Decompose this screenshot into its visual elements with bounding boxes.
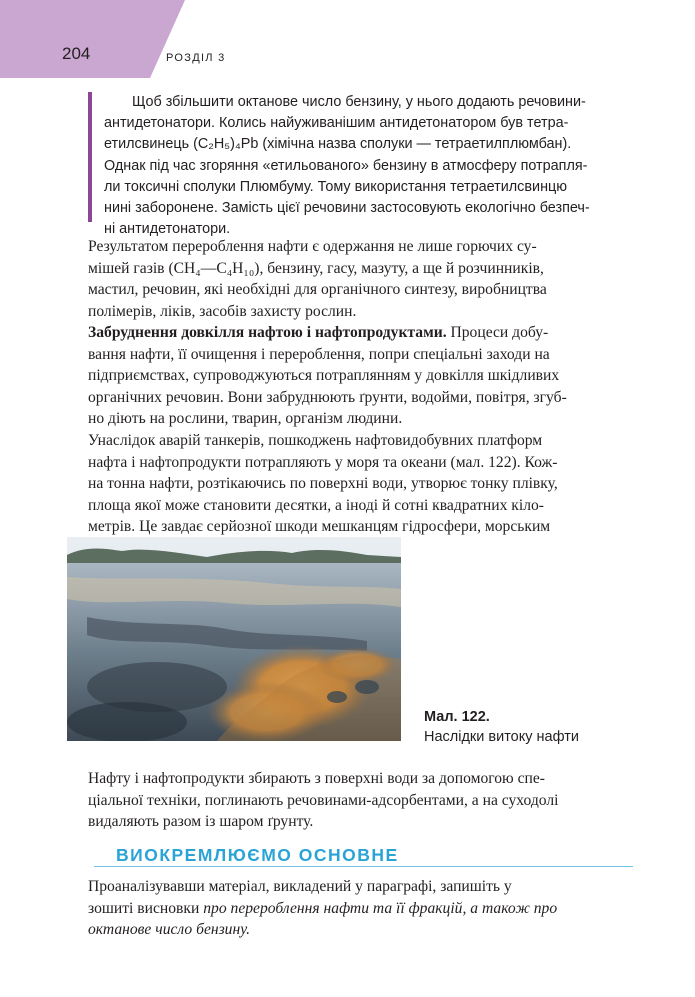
page-number: 204 <box>62 44 91 63</box>
figure-label: Мал. 122. <box>424 709 490 725</box>
summary-heading: ВИОКРЕМЛЮЄМО ОСНОВНЕ <box>116 845 399 865</box>
sidebar-line: Однак під час згоряння «етильованого» бензину в атмосферу потрапля- <box>104 157 588 174</box>
text-line: Процеси добу- <box>450 324 549 341</box>
paragraph-pollution <box>88 322 633 430</box>
summary-divider <box>94 866 633 867</box>
sidebar-note <box>88 92 643 238</box>
italic-text: про перероблення нафти та її фракцій, а також про <box>203 899 558 917</box>
section-label: РОЗДІЛ 3 <box>166 52 226 64</box>
text-line: площа якої може становити десятки, а іноді й сотні квадратних кіло- <box>88 496 544 514</box>
sidebar-line: ні антидетонатори. <box>104 221 231 238</box>
text-line: метрів. Це завдає серйозної шкоди мешканцям гідросфери, морським <box>88 518 551 536</box>
figure-caption: Наслідки витоку нафти <box>424 729 579 745</box>
text-line: видаляють разом із шаром ґрунту. <box>88 813 314 831</box>
sidebar-line: нині заборонене. Замість цієї речовини застосовують екологічно безпеч- <box>104 199 590 216</box>
text-line: підприємствах, супроводжуються потраплянням у довкілля шкідливих <box>88 367 560 385</box>
text-line: Проаналізувавши матеріал, викладений у параграфі, запишіть у <box>88 878 512 895</box>
text-line: Результатом перероблення нафти є одержання не лише горючих су- <box>88 238 537 255</box>
text-line: зошиті висновки <box>88 899 200 917</box>
text-line: мішей газів (CH₄—C₄H₁₀), бензину, гасу, мазуту, а ще й розчинників, <box>88 259 544 277</box>
paragraph-refining-products <box>88 236 633 322</box>
text-line: мастил, речовин, які необхідні для органічного синтезу, виробництва <box>88 281 547 299</box>
sidebar-line: Щоб збільшити октанове число бензину, у нього додають речовини- <box>132 94 586 110</box>
oil-spill-photo <box>67 537 401 741</box>
summary-task <box>88 876 633 941</box>
text-line: полімерів, ліків, засобів захисту рослин. <box>88 302 357 320</box>
text-line: Унаслідок аварій танкерів, пошкоджень нафтовидобувних платформ <box>88 432 543 449</box>
text-line: нафта і нафтопродукти потрапляють у моря та океани (мал. 122). Кож- <box>88 453 558 471</box>
text-line: но діють на рослини, тварин, організм людини. <box>88 410 403 428</box>
sidebar-line: етилсвинець (C₂H₅)₄Pb (хімічна назва сполуки — тетраетилплюмбан). <box>104 136 572 153</box>
bold-heading: Забруднення довкілля нафтою і нафтопродуктами. <box>88 324 447 341</box>
paragraph-oil-collection <box>88 768 633 833</box>
text-line: вання нафти, її очищення і перероблення, попри спеціальні заходи на <box>88 345 550 363</box>
header-tab <box>0 0 185 78</box>
sidebar-line: ли токсичні сполуки Плюмбуму. Тому використання тетраетилсвинцю <box>104 178 568 195</box>
italic-text: октанове число бензину. <box>88 921 251 939</box>
sidebar-line: антидетонатори. Колись найуживанішим антидетонатором був тетра- <box>104 115 569 132</box>
text-line: ціальної техніки, поглинають речовинами-адсорбентами, а на суходолі <box>88 791 559 809</box>
text-line: на тонна нафти, розтікаючись по поверхні води, утворює тонку плівку, <box>88 475 558 493</box>
text-line: Нафту і нафтопродукти збирають з поверхні води за допомогою спе- <box>88 770 545 787</box>
text-line: органічних речовин. Вони забруднюють ґрунти, водойми, повітря, згуб- <box>88 388 567 406</box>
